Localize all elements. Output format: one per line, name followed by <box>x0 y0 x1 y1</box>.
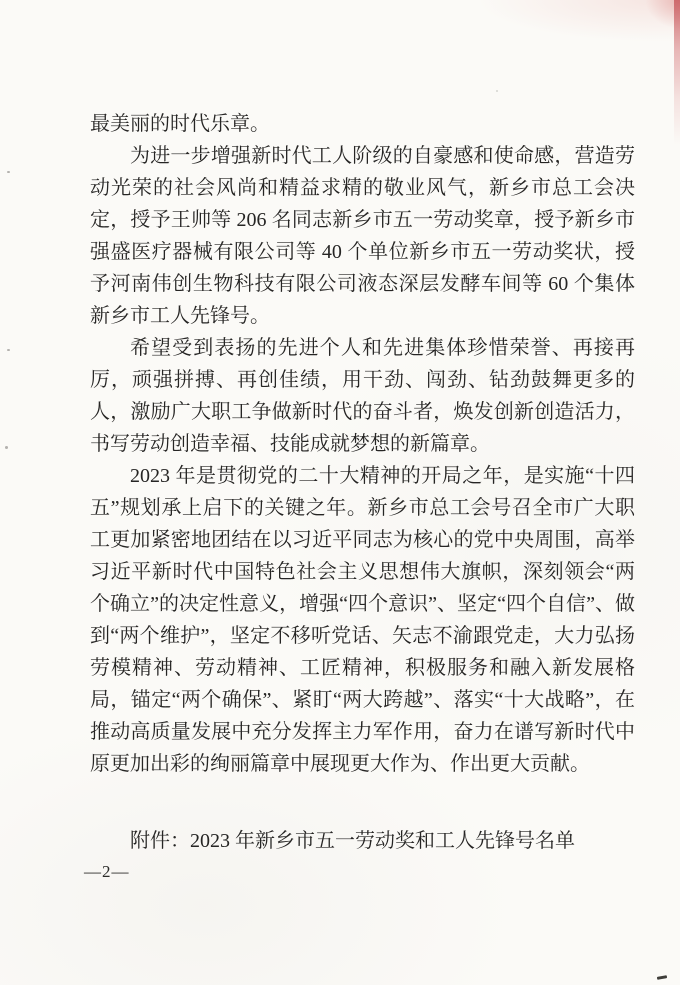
body-paragraph-2023-call: 2023 年是贯彻党的二十大精神的开局之年，是实施“十四五”规划承上启下的关键之年。新乡市总工会号召全市广大职工更加紧密地团结在以习近平同志为核心的党中央周围，高举习近平新时代中国特色社会主义思想伟大旗帜，深刻领会“两个确立”的决定性意义，增强“四个意识”、坚定“四个自信”、做到“两个维护”，坚定不移听党话、矢志不渝跟党走，大力弘扬劳模精神、劳动精神、工匠精神，积极服务和融入新发展格局，锚定“两个确保”、紧盯“两大跨越”、落实“十大战略”，在推动高质量发展中充分发挥主力军作用，奋力在谱写新时代中原更加出彩的绚丽篇章中展现更大作为、作出更大贡献。 <box>90 465 635 775</box>
body-paragraph-hope: 希望受到表扬的先进个人和先进集体珍惜荣誉、再接再厉，顽强拼搏、再创佳绩，用干劲、闯劲、钻劲鼓舞更多的人，激励广大职工争做新时代的奋斗者，焕发创新创造活力，书写劳动创造幸福、技能成就梦想的新篇章。 <box>90 337 635 455</box>
scan-corner-mark <box>657 975 667 980</box>
body-paragraph-continuation: 最美丽的时代乐章。 <box>90 113 270 135</box>
scan-speck <box>7 349 10 351</box>
body-paragraph-awards-decision: 为进一步增强新时代工人阶级的自豪感和使命感，营造劳动光荣的社会风尚和精益求精的敬业风气，新乡市总工会决定，授予王帅等 206 名同志新乡市五一劳动奖章，授予新乡市强盛医疗器械有限公司等 40 个单位新乡市五一劳动奖状，授予河南伟创生物科技有限公司液态深层发酵车间等 60 个集体新乡市工人先锋号。 <box>90 145 635 327</box>
scan-speck <box>7 171 10 173</box>
document-body <box>90 108 635 857</box>
scan-speck <box>496 90 498 92</box>
attachment-note: 附件：2023 年新乡市五一劳动奖和工人先锋号名单 <box>130 830 575 852</box>
scan-pink-edge-strip <box>674 0 680 145</box>
scan-speck <box>5 446 8 449</box>
page-number: —2— <box>84 862 130 881</box>
